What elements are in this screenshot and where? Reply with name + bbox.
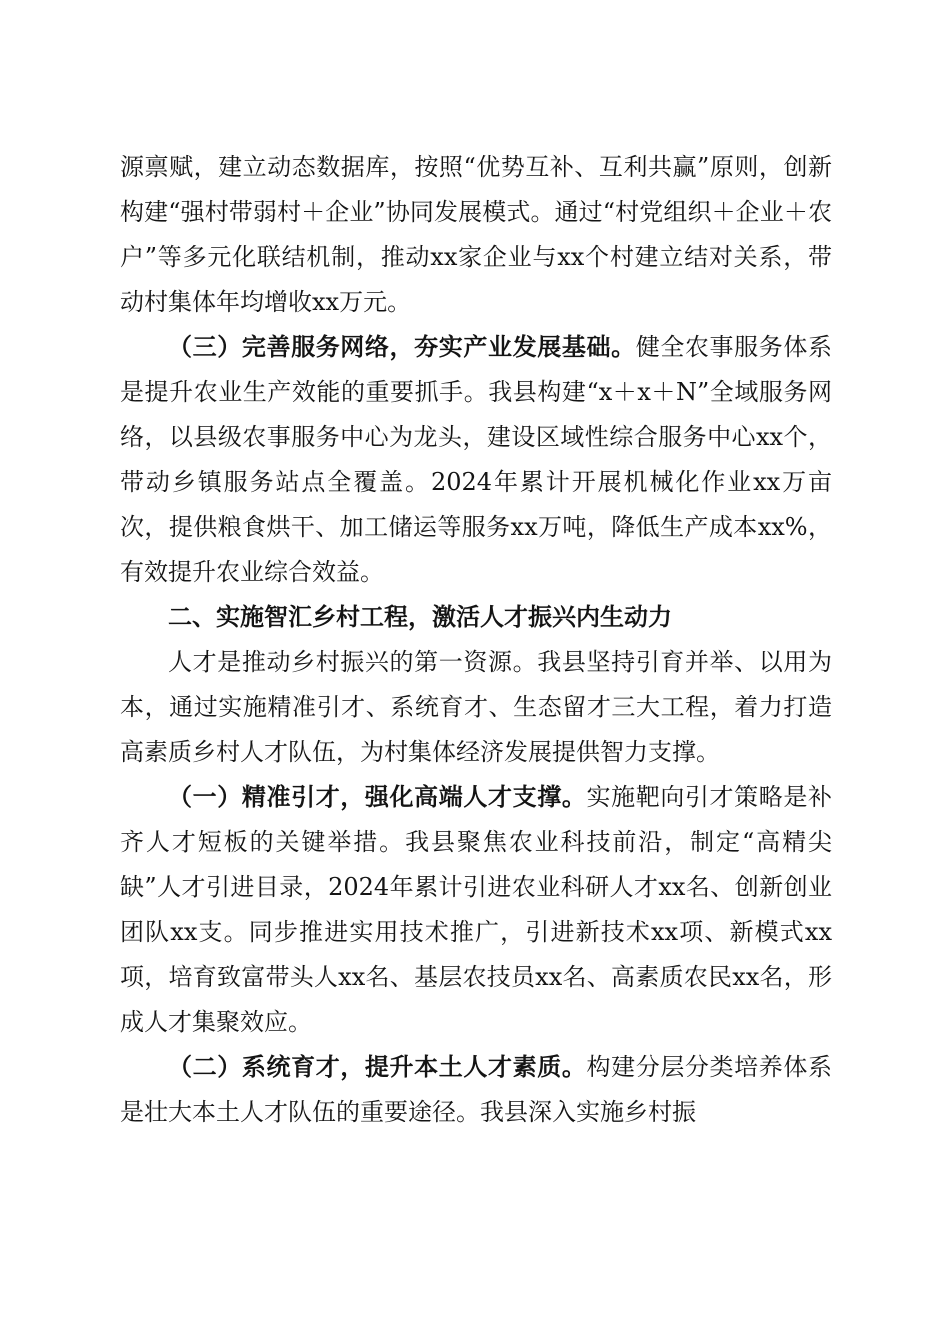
paragraph-text: 构建分层分类培养体系是壮大本土人才队伍的重要途径。我县深入实施乡村振: [120, 1053, 833, 1126]
paragraph-text: 人才是推动乡村振兴的第一资源。我县坚持引育并举、以用为本，通过实施精准引才、系统育才、生态留才三大工程，着力打造高素质乡村人才队伍，为村集体经济发展提供智力支撑。: [120, 648, 832, 766]
paragraph-text: 实施靶向引才策略是补齐人才短板的关键举措。我县聚焦农业科技前沿，制定“高精尖缺”人才引进目录，2024年累计引进农业科研人才xx名、创新创业团队xx支。同步推进实用技术推广，引进新技术xx项、新模式xx项，培育致富带头人xx名、基层农技员xx名、高素质农民xx名，形成人才集聚效应。: [120, 783, 833, 1036]
paragraph-lead: （二）系统育才，提升本土人才素质。: [168, 1053, 587, 1081]
paragraph-lead: （三）完善服务网络，夯实产业发展基础。: [168, 333, 636, 361]
paragraph-lead: （一）精准引才，强化高端人才支撑。: [168, 783, 587, 811]
paragraph-precise-recruitment: [120, 775, 832, 1045]
paragraph-text: 健全农事服务体系是提升农业生产效能的重要抓手。我县构建“x＋x＋N”全域服务网络，以县级农事服务中心为龙头，建设区域性综合服务中心xx个，带动乡镇服务站点全覆盖。2024年累计开展机械化作业xx万亩次，提供粮食烘干、加工储运等服务xx万吨，降低生产成本xx%，有效提升农业综合效益。: [120, 333, 833, 586]
document-page: [120, 145, 832, 1135]
paragraph-continuation: [120, 145, 832, 325]
paragraph-text: 源禀赋，建立动态数据库，按照“优势互补、互利共赢”原则，创新构建“强村带弱村＋企业”协同发展模式。通过“村党组织＋企业＋农户”等多元化联结机制，推动xx家企业与xx个村建立结对关系，带动村集体年均增收xx万元。: [120, 153, 832, 316]
section-heading: 二、实施智汇乡村工程，激活人才振兴内生动力: [168, 603, 672, 631]
paragraph-service-network: [120, 325, 832, 595]
paragraph-systematic-training: [120, 1045, 832, 1135]
paragraph-talent-intro: [120, 640, 832, 775]
